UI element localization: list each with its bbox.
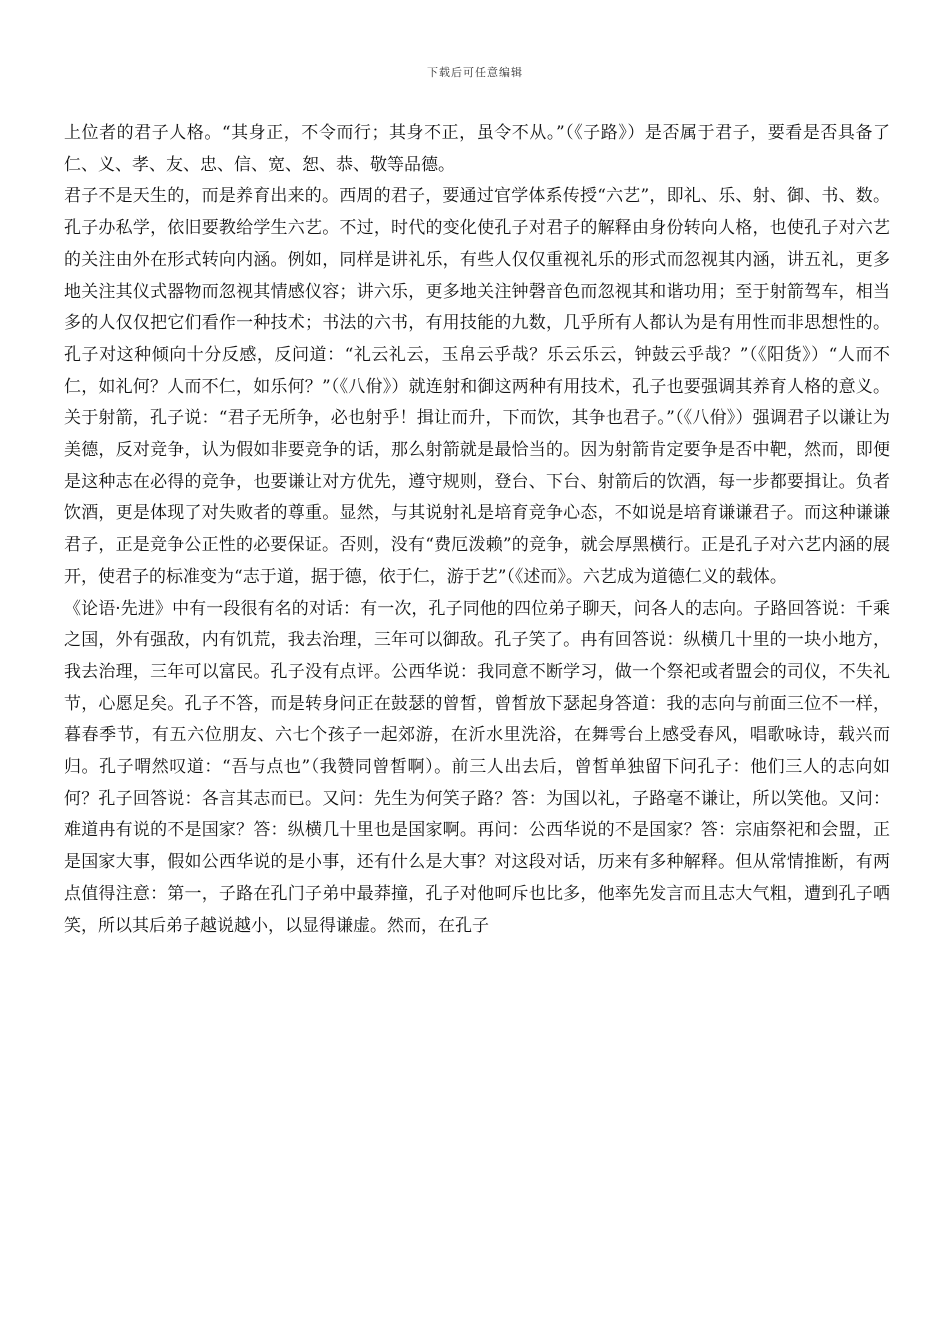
- paragraph: 《论语·先进》中有一段很有名的对话：有一次，孔子同他的四位弟子聊天，问各人的志向。子路回答说：千乘之国，外有强敌，内有饥荒，我去治理，三年可以御敌。孔子笑了。冉有回答说：纵横几十里的一块小地方，我去治理，三年可以富民。孔子没有点评。公西华说：我同意不断学习，做一个祭祀或者盟会的司仪，不失礼节，心愿足矣。孔子不答，而是转身问正在鼓瑟的曾皙，曾皙放下瑟起身答道：我的志向与前面三位不一样，暮春季节，有五六位朋友、六七个孩子一起郊游，在沂水里洗浴，在舞雩台上感受春风，唱歌咏诗，载兴而归。孔子喟然叹道：“吾与点也”（我赞同曾皙啊）。前三人出去后，曾皙单独留下问孔子：他们三人的志向如何？孔子回答说：各言其志而已。又问：先生为何笑子路？答：为国以礼，子路毫不谦让，所以笑他。又问：难道冉有说的不是国家？答：纵横几十里也是国家啊。再问：公西华说的不是国家？答：宗庙祭祀和会盟，正是国家大事，假如公西华说的是小事，还有什么是大事？对这段对话，历来有多种解释。但从常情推断，有两点值得注意：第一，子路在孔门子弟中最莽撞，孔子对他呵斥也比多，他率先发言而且志大气粗，遭到孔子哂笑，所以其后弟子越说越小，以显得谦虚。然而，在孔子: [64, 598, 890, 936]
- document-body: [64, 118, 890, 942]
- paragraph: 君子不是天生的，而是养育出来的。西周的君子，要通过官学体系传授“六艺”，即礼、乐、射、御、书、数。孔子办私学，依旧要教给学生六艺。不过，时代的变化使孔子对君子的解释由身份转向人格，也使孔子对六艺的关注由外在形式转向内涵。例如，同样是讲礼乐，有些人仅仅重视礼乐的形式而忽视其内涵，讲五礼，更多地关注其仪式器物而忽视其情感仪容；讲六乐，更多地关注钟磬音色而忽视其和谐功用；至于射箭驾车，相当多的人仅仅把它们看作一种技术；书法的六书，有用技能的九数，几乎所有人都认为是有用性而非思想性的。孔子对这种倾向十分反感，反问道：“礼云礼云，玉帛云乎哉？乐云乐云，钟鼓云乎哉？”（《阳货》）“人而不仁，如礼何？人而不仁，如乐何？”（《八佾》）就连射和御这两种有用技术，孔子也要强调其养育人格的意义。关于射箭，孔子说：“君子无所争，必也射乎！揖让而升，下而饮，其争也君子。”（《八佾》）强调君子以谦让为美德，反对竞争，认为假如非要竞争的话，那么射箭就是最恰当的。因为射箭肯定要争是否中靶，然而，即便是这种志在必得的竞争，也要谦让对方优先，遵守规则，登台、下台、射箭后的饮酒，每一步都要揖让。负者饮酒，更是体现了对失败者的尊重。显然，与其说射礼是培育竞争心态，不如说是培育谦谦君子。而这种谦谦君子，正是竞争公正性的必要保证。否则，没有“费厄泼赖”的竞争，就会厚黑横行。正是孔子对六艺内涵的展开，使君子的标准变为“志于道，据于德，依于仁，游于艺”（《述而》。六艺成为道德仁义的载体。: [64, 186, 890, 587]
- paragraph: 上位者的君子人格。“其身正，不令而行；其身不正，虽令不从。”（《子路》）是否属于君子，要看是否具备了仁、义、孝、友、忠、信、宽、恕、恭、敬等品德。: [64, 123, 890, 175]
- page-header: 下载后可任意编辑: [427, 66, 523, 79]
